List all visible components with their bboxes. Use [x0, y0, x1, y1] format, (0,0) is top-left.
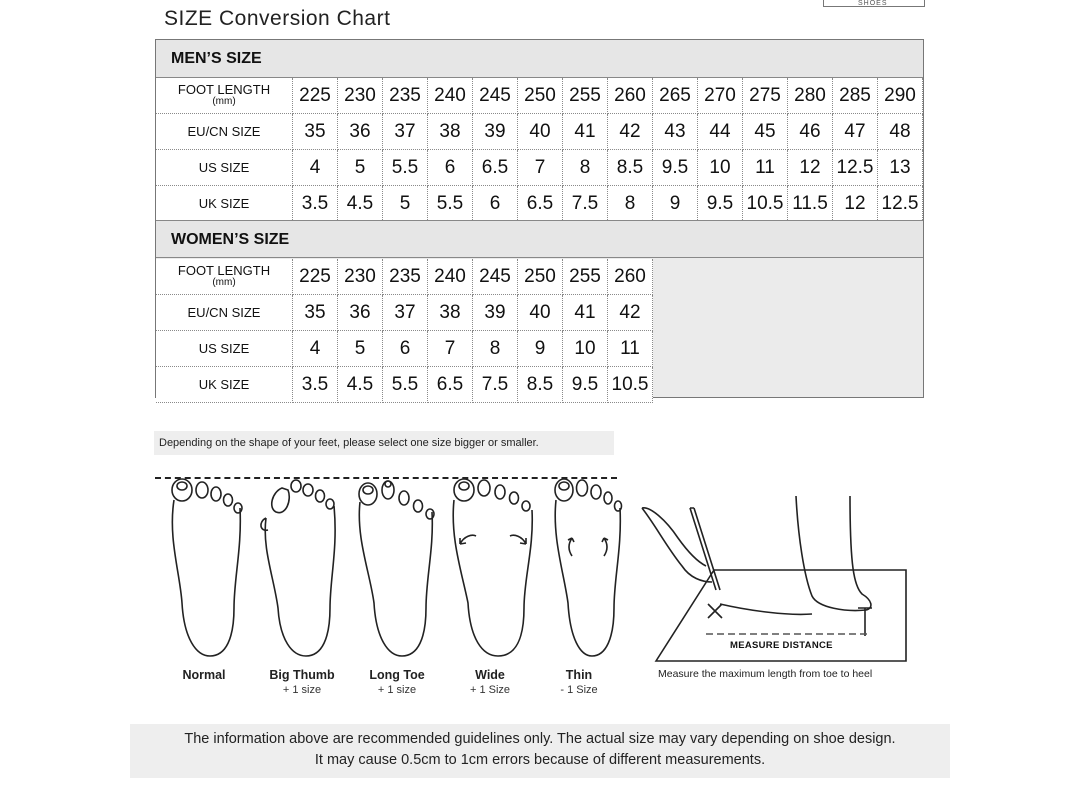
size-cell: 12.5: [833, 150, 878, 186]
size-cell: 6: [383, 331, 428, 367]
size-cell: 10.5: [743, 186, 788, 222]
table-row: [156, 367, 653, 403]
normal-foot-icon: [162, 478, 246, 658]
row-label: [156, 150, 293, 186]
size-cell: 250: [518, 78, 563, 114]
size-cell: 9: [653, 186, 698, 222]
foot-note-big-thumb: + 1 size: [282, 684, 322, 696]
size-cell: 6: [473, 186, 518, 222]
size-cell: 4.5: [338, 186, 383, 222]
measuring-foot-illustration: [636, 486, 916, 666]
brand-logo-text: SHOES: [858, 0, 888, 7]
row-label-text: US SIZE: [198, 340, 250, 356]
size-cell: 8: [563, 150, 608, 186]
row-label: [156, 295, 293, 331]
size-cell: 3.5: [293, 186, 338, 222]
row-label-unit: (mm): [212, 95, 236, 107]
size-cell: 245: [473, 78, 518, 114]
row-label-text: UK SIZE: [198, 195, 250, 211]
size-cell: 7.5: [563, 186, 608, 222]
womens-size-table: [156, 259, 653, 403]
size-cell: 285: [833, 78, 878, 114]
size-cell: 5.5: [428, 186, 473, 222]
foot-label-big-thumb: Big Thumb: [269, 668, 335, 682]
table-row: [156, 186, 923, 222]
size-cell: 40: [518, 295, 563, 331]
size-cell: 4.5: [338, 367, 383, 403]
size-cell: 37: [383, 114, 428, 150]
measure-caption: Measure the maximum length from toe to heel: [658, 668, 873, 680]
size-cell: 13: [878, 150, 923, 186]
size-cell: 7: [518, 150, 563, 186]
size-cell: 6: [428, 150, 473, 186]
row-label-text: EU/CN SIZE: [187, 123, 261, 139]
size-cell: 7.5: [473, 367, 518, 403]
size-cell: 44: [698, 114, 743, 150]
foot-note-wide: + 1 Size: [469, 684, 511, 696]
foot-note-long-toe: + 1 size: [377, 684, 417, 696]
size-cell: 5: [383, 186, 428, 222]
size-cell: 46: [788, 114, 833, 150]
disclaimer-line-2: It may cause 0.5cm to 1cm errors because of different measurements.: [314, 752, 766, 768]
size-cell: 39: [473, 295, 518, 331]
size-cell: 41: [563, 114, 608, 150]
foot-label-thin: Thin: [565, 668, 593, 682]
table-row: [156, 78, 923, 114]
size-cell: 235: [383, 78, 428, 114]
size-cell: 36: [338, 295, 383, 331]
size-cell: 38: [428, 114, 473, 150]
size-cell: 7: [428, 331, 473, 367]
size-cell: 35: [293, 295, 338, 331]
table-row: [156, 295, 653, 331]
foot-note-thin: - 1 Size: [560, 684, 598, 696]
size-cell: 260: [608, 78, 653, 114]
table-row: [156, 331, 653, 367]
size-cell: 260: [608, 259, 653, 295]
size-cell: 8: [608, 186, 653, 222]
size-cell: 9.5: [563, 367, 608, 403]
size-cell: 3.5: [293, 367, 338, 403]
size-cell: 250: [518, 259, 563, 295]
size-cell: 270: [698, 78, 743, 114]
size-cell: 6.5: [518, 186, 563, 222]
size-cell: 39: [473, 114, 518, 150]
size-cell: 255: [563, 259, 608, 295]
row-label: [156, 114, 293, 150]
size-cell: 40: [518, 114, 563, 150]
table-row: [156, 259, 653, 295]
size-cell: 230: [338, 259, 383, 295]
size-cell: 11: [608, 331, 653, 367]
size-cell: 12.5: [878, 186, 923, 222]
row-label: [156, 367, 293, 403]
thin-foot-icon: [546, 478, 630, 658]
size-cell: 5.5: [383, 367, 428, 403]
row-label-text: US SIZE: [198, 159, 250, 175]
row-label: [156, 78, 293, 114]
foot-label-normal: Normal: [182, 668, 226, 682]
size-chart: [155, 39, 924, 398]
size-cell: 5: [338, 331, 383, 367]
size-cell: 43: [653, 114, 698, 150]
size-cell: 230: [338, 78, 383, 114]
long-toe-foot-icon: [354, 478, 438, 658]
size-cell: 37: [383, 295, 428, 331]
size-cell: 6.5: [473, 150, 518, 186]
size-cell: 48: [878, 114, 923, 150]
row-label: [156, 186, 293, 222]
size-cell: 8.5: [518, 367, 563, 403]
size-cell: 10.5: [608, 367, 653, 403]
size-cell: 4: [293, 331, 338, 367]
size-cell: 35: [293, 114, 338, 150]
size-cell: 255: [563, 78, 608, 114]
disclaimer-box: [130, 724, 950, 778]
mens-size-table: [156, 78, 923, 222]
mens-size-heading: MEN’S SIZE: [156, 40, 923, 78]
size-cell: 240: [428, 78, 473, 114]
size-cell: 11.5: [788, 186, 833, 222]
size-cell: 235: [383, 259, 428, 295]
size-cell: 240: [428, 259, 473, 295]
size-cell: 47: [833, 114, 878, 150]
size-cell: 245: [473, 259, 518, 295]
size-cell: 8.5: [608, 150, 653, 186]
row-label-text: UK SIZE: [198, 376, 250, 392]
page-title: SIZE Conversion Chart: [164, 7, 391, 30]
size-cell: 275: [743, 78, 788, 114]
size-cell: 9.5: [653, 150, 698, 186]
size-cell: 11: [743, 150, 788, 186]
size-cell: 12: [788, 150, 833, 186]
size-cell: 8: [473, 331, 518, 367]
size-cell: 265: [653, 78, 698, 114]
size-cell: 42: [608, 295, 653, 331]
disclaimer-line-1: The information above are recommended guidelines only. The actual size may vary depending on shoe design.: [184, 731, 896, 747]
row-label: [156, 259, 293, 295]
size-cell: 5.5: [383, 150, 428, 186]
row-label-text: FOOT LENGTH: [177, 81, 271, 97]
row-label-unit: (mm): [212, 276, 236, 288]
size-cell: 36: [338, 114, 383, 150]
size-cell: 12: [833, 186, 878, 222]
size-cell: 225: [293, 259, 338, 295]
wide-foot-icon: [450, 478, 534, 658]
size-cell: 41: [563, 295, 608, 331]
size-cell: 225: [293, 78, 338, 114]
table-row: [156, 150, 923, 186]
size-cell: 38: [428, 295, 473, 331]
size-cell: 290: [878, 78, 923, 114]
size-cell: 280: [788, 78, 833, 114]
size-cell: 6.5: [428, 367, 473, 403]
row-label-text: FOOT LENGTH: [177, 262, 271, 278]
size-cell: 10: [563, 331, 608, 367]
foot-label-long-toe: Long Toe: [369, 668, 425, 682]
measure-distance-label: MEASURE DISTANCE: [730, 640, 833, 651]
table-row: [156, 114, 923, 150]
row-label: [156, 331, 293, 367]
size-cell: 4: [293, 150, 338, 186]
big-thumb-foot-icon: [258, 478, 342, 658]
size-cell: 45: [743, 114, 788, 150]
row-label-text: EU/CN SIZE: [187, 304, 261, 320]
size-cell: 9: [518, 331, 563, 367]
size-cell: 5: [338, 150, 383, 186]
fit-note: Depending on the shape of your feet, please select one size bigger or smaller.: [154, 431, 614, 455]
womens-size-heading: WOMEN’S SIZE: [156, 220, 923, 258]
size-cell: 9.5: [698, 186, 743, 222]
size-cell: 10: [698, 150, 743, 186]
size-cell: 42: [608, 114, 653, 150]
foot-label-wide: Wide: [475, 668, 505, 682]
